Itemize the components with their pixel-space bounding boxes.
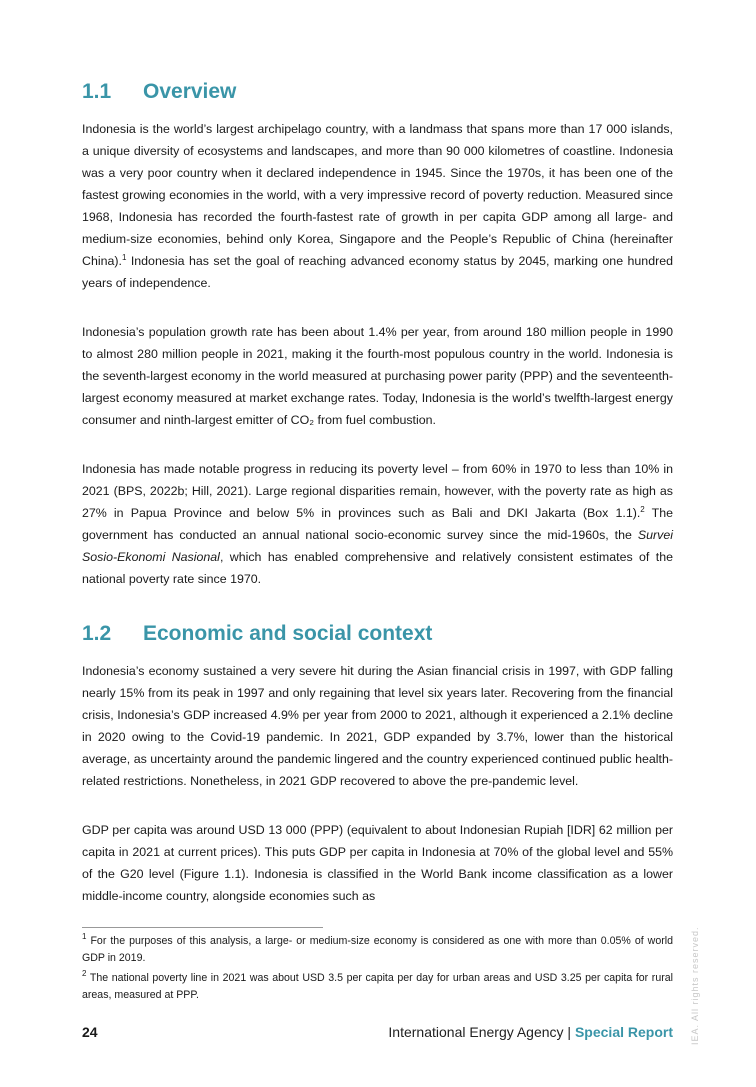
series-label: Special Report xyxy=(574,1024,673,1040)
publisher: International Energy Agency | xyxy=(388,1024,575,1040)
section-heading-economic xyxy=(82,622,432,646)
text: GDP per capita was around USD 13 000 (PPP) (equivalent to about Indonesian Rupiah [IDR] 62 million per capita in 2021 at current prices). This puts GDP per capita in Indonesia at 70% of the global level and 55% of the G20 level (Figure 1.1). Indonesia is classified in the World Bank income classification as a lower middle-income country, alongside economies such as xyxy=(82,823,673,903)
footnote-divider xyxy=(82,927,323,928)
section-heading-overview xyxy=(82,80,236,104)
page-number: 24 xyxy=(82,1024,98,1040)
section-number: 1.1 xyxy=(82,80,112,103)
footnote-ref[interactable]: 1 xyxy=(121,253,127,262)
footnote-text: The national poverty line in 2021 was about USD 3.5 per capita per day for urban areas and USD 3.25 per capita for rural areas, measured at PPP. xyxy=(82,972,673,1001)
footnote xyxy=(82,970,673,1004)
text: The government has conducted an annual national socio-economic survey since the mid-1960s, the xyxy=(82,506,674,542)
paragraph xyxy=(82,321,673,431)
paragraph xyxy=(82,819,673,907)
text: Indonesia has set the goal of reaching advanced economy status by 2045, marking one hundred years of independence. xyxy=(82,254,673,290)
text: , which has enabled comprehensive and relatively consistent estimates of the national poverty rate since 1970. xyxy=(82,550,673,586)
italic-text: Survei Sosio-Ekonomi Nasional xyxy=(82,528,673,564)
footnote-number: 1 xyxy=(82,932,87,941)
footnote-number: 2 xyxy=(82,969,87,978)
paragraph xyxy=(82,458,673,590)
section-title: Overview xyxy=(143,80,237,103)
copyright-notice: IEA. All rights reserved. xyxy=(690,926,700,1045)
footnote xyxy=(82,933,673,967)
section-title: Economic and social context xyxy=(143,622,433,645)
section-number: 1.2 xyxy=(82,622,112,645)
text: Indonesia is the world’s largest archipelago country, with a landmass that spans more than 17 000 islands, a unique diversity of ecosystems and landscapes, and more than 90 000 kilometres of coastline. Indonesia was a very poor country when it declared independence in 1945. Since the 1970s, it has been one of the fastest growing economies in the world, with a very impressive record of poverty reduction. Measured since 1968, Indonesia has recorded the fourth-fastest rate of growth in per capita GDP among all large- and medium-size economies, behind only Korea, Singapore and the People’s Republic of China (hereinafter China). xyxy=(82,122,673,268)
footnote-text: For the purposes of this analysis, a large- or medium-size economy is considered as one with more than 0.05% of world GDP in 2019. xyxy=(82,935,673,964)
paragraph xyxy=(82,660,673,792)
paragraph xyxy=(82,118,673,294)
text: Indonesia has made notable progress in reducing its poverty level – from 60% in 1970 to less than 10% in 2021 (BPS, 2022b; Hill, 2021). Large regional disparities remain, however, with the poverty rate as high as 27% in Papua Province and below 5% in provinces such as Bali and DKI Jakarta (Box 1.1). xyxy=(82,462,673,520)
footer xyxy=(388,1024,673,1040)
text: Indonesia’s economy sustained a very severe hit during the Asian financial crisis in 1997, with GDP falling nearly 15% from its peak in 1997 and only regaining that level six years later. Recovering from the financial crisis, Indonesia’s GDP increased 4.9% per year from 2000 to 2021, although it experienced a 2.1% decline in 2020 owing to the Covid-19 pandemic. In 2021, GDP expanded by 3.7%, lower than the historical average, as uncertainty around the pandemic lingered and the country experienced continued public health-related restrictions. Nonetheless, in 2021 GDP recovered to above the pre-pandemic level. xyxy=(82,664,673,788)
text: Indonesia’s population growth rate has been about 1.4% per year, from around 180 million people in 1990 to almost 280 million people in 2021, making it the fourth-most populous country in the world. Indonesia is the seventh-largest economy in the world measured at purchasing power parity (PPP) and the seventeenth-largest economy measured at market exchange rates. Today, Indonesia is the world’s twelfth-largest energy consumer and ninth-largest emitter of CO₂ from fuel combustion. xyxy=(82,325,673,427)
footnote-ref[interactable]: 2 xyxy=(640,505,645,514)
